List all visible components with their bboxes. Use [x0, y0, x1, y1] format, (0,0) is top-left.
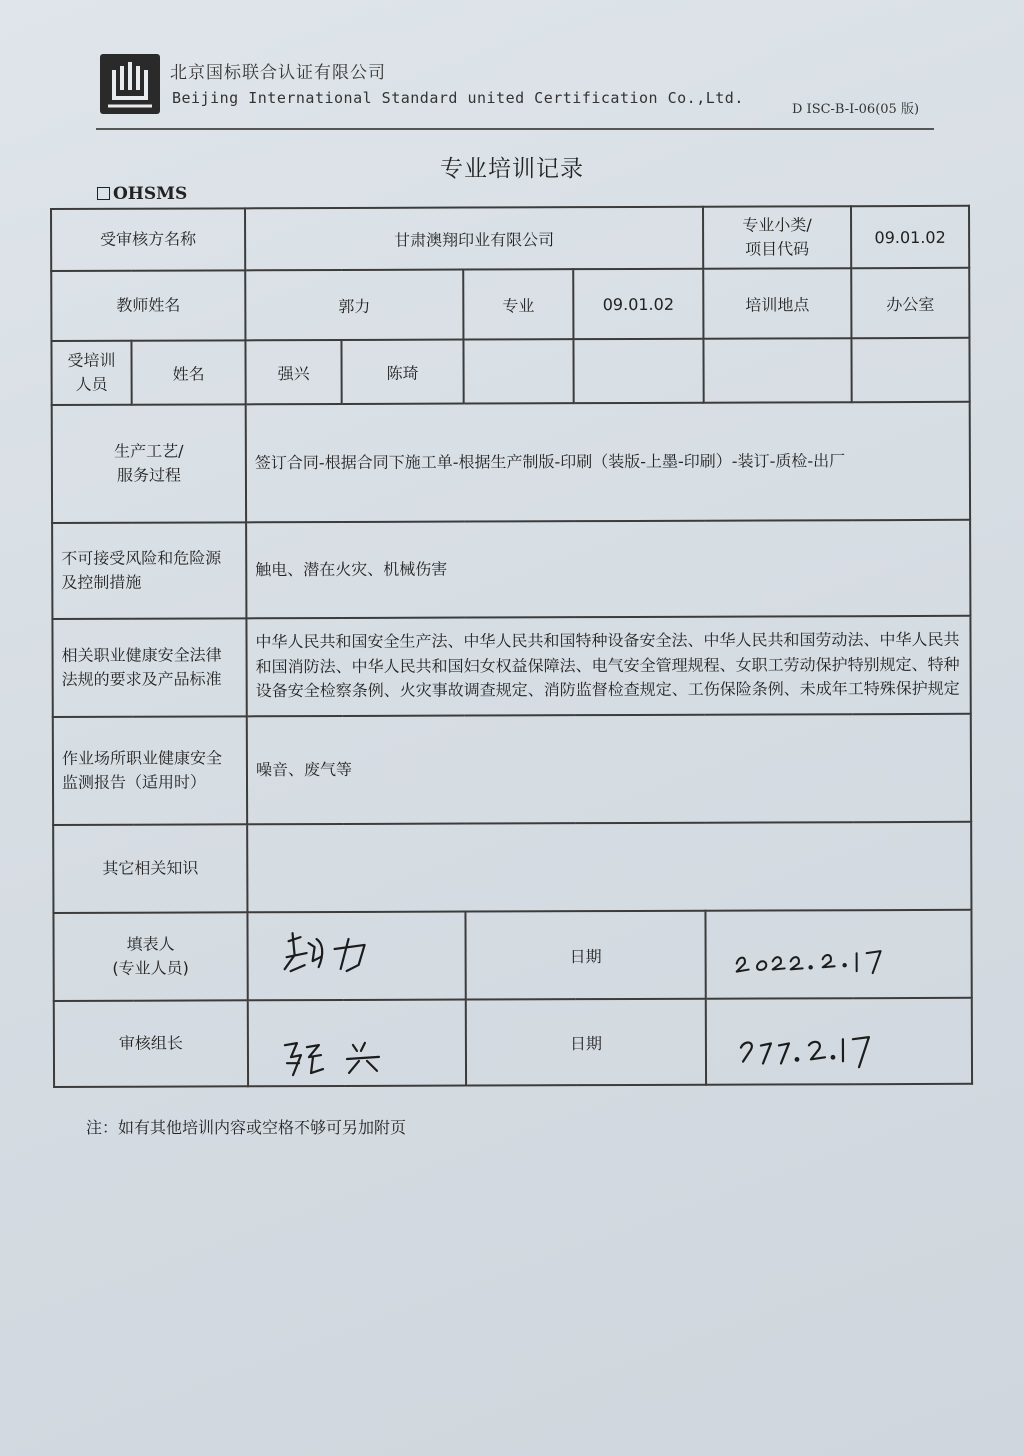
- trainee-name-2: 陈琦: [341, 340, 463, 404]
- date-label-1: 日期: [465, 911, 705, 1000]
- checkbox-icon: [97, 187, 110, 200]
- major-value: 09.01.02: [573, 269, 703, 339]
- management-system-label: OHSMS: [113, 184, 188, 204]
- monitoring-report-value: 噪音、废气等: [247, 714, 971, 825]
- other-knowledge-value: [247, 822, 971, 913]
- table-row: [51, 338, 969, 405]
- reviewer-signature-drawing: [249, 1001, 465, 1086]
- teacher-name-value: 郭力: [245, 270, 463, 341]
- organization-name-en: Beijing International Standard united Certification Co.,Ltd.: [172, 89, 744, 107]
- process-value: 签订合同-根据合同下施工单-根据生产制版-印刷（装版-上墨-印刷）-装订-质检-出厂: [246, 402, 970, 523]
- date-label-2: 日期: [466, 999, 706, 1086]
- laws-label: 相关职业健康安全法律 法规的要求及产品标准: [52, 618, 246, 717]
- filler-signature-drawing: [248, 913, 464, 1000]
- training-location-label: 培训地点: [703, 268, 851, 339]
- teacher-name-label: 教师姓名: [51, 270, 245, 341]
- reviewer-signature: [248, 1000, 466, 1087]
- filler-label: 填表人 (专业人员): [53, 912, 247, 1001]
- review-date-handwriting: [707, 999, 955, 1084]
- filler-signature: [247, 912, 465, 1001]
- other-knowledge-label: 其它相关知识: [53, 824, 247, 913]
- table-row: [53, 910, 971, 1001]
- management-system-checkbox: [97, 184, 187, 204]
- laws-value: 中华人民共和国安全生产法、中华人民共和国特种设备安全法、中华人民共和国劳动法、中华人民共和国消防法、中华人民共和国妇女权益保障法、电气安全管理规程、女职工劳动保护特别规定、特种设备安全检察条例、火灾事故调查规定、消防监督检查规定、工伤保险条例、未成年工特殊保护规定: [246, 616, 970, 717]
- risk-label: 不可接受风险和危险源 及控制措施: [52, 522, 246, 619]
- trainee-name-5: [703, 338, 851, 403]
- fill-date-handwriting: [706, 911, 954, 998]
- form-title: 专业培训记录: [440, 156, 584, 182]
- training-location-value: 办公室: [851, 268, 969, 338]
- table-row: [54, 998, 972, 1087]
- table-row: [51, 268, 969, 341]
- client-name-value: 甘肃澳翔印业有限公司: [245, 207, 703, 271]
- isc-logo-icon: [98, 52, 162, 116]
- document-code: D ISC-B-I-06(05 版): [792, 102, 920, 117]
- trainee-name-label: 姓名: [131, 340, 245, 404]
- header-divider: [96, 128, 934, 130]
- organization-name-cn: 北京国标联合认证有限公司: [170, 63, 386, 83]
- footer-note: 注：如有其他培训内容或空格不够可另加附页: [86, 1118, 407, 1137]
- risk-value: 触电、潜在火灾、机械伤害: [246, 520, 970, 619]
- table-row: [53, 822, 971, 913]
- major-label: 专业: [463, 269, 573, 339]
- trainee-name-6: [851, 338, 969, 402]
- table-row: [52, 402, 970, 523]
- fill-date: [705, 910, 971, 999]
- trainees-label: 受培训 人员: [51, 341, 131, 405]
- trainee-name-3: [463, 339, 573, 403]
- training-record-table: [50, 205, 973, 1088]
- monitoring-report-label: 作业场所职业健康安全 监测报告（适用时）: [53, 716, 247, 825]
- trainee-name-4: [573, 339, 703, 403]
- table-row: [52, 520, 970, 619]
- trainee-name-1: 强兴: [245, 340, 341, 404]
- category-label: 专业小类/ 项目代码: [703, 206, 851, 269]
- process-label: 生产工艺/ 服务过程: [52, 404, 246, 523]
- reviewer-label: 审核组长: [54, 1000, 248, 1087]
- review-date: [706, 998, 972, 1085]
- client-name-label: 受审核方名称: [51, 208, 245, 271]
- table-row: [51, 206, 969, 271]
- table-row: [52, 616, 970, 717]
- category-value: 09.01.02: [851, 206, 969, 268]
- table-row: [53, 714, 971, 825]
